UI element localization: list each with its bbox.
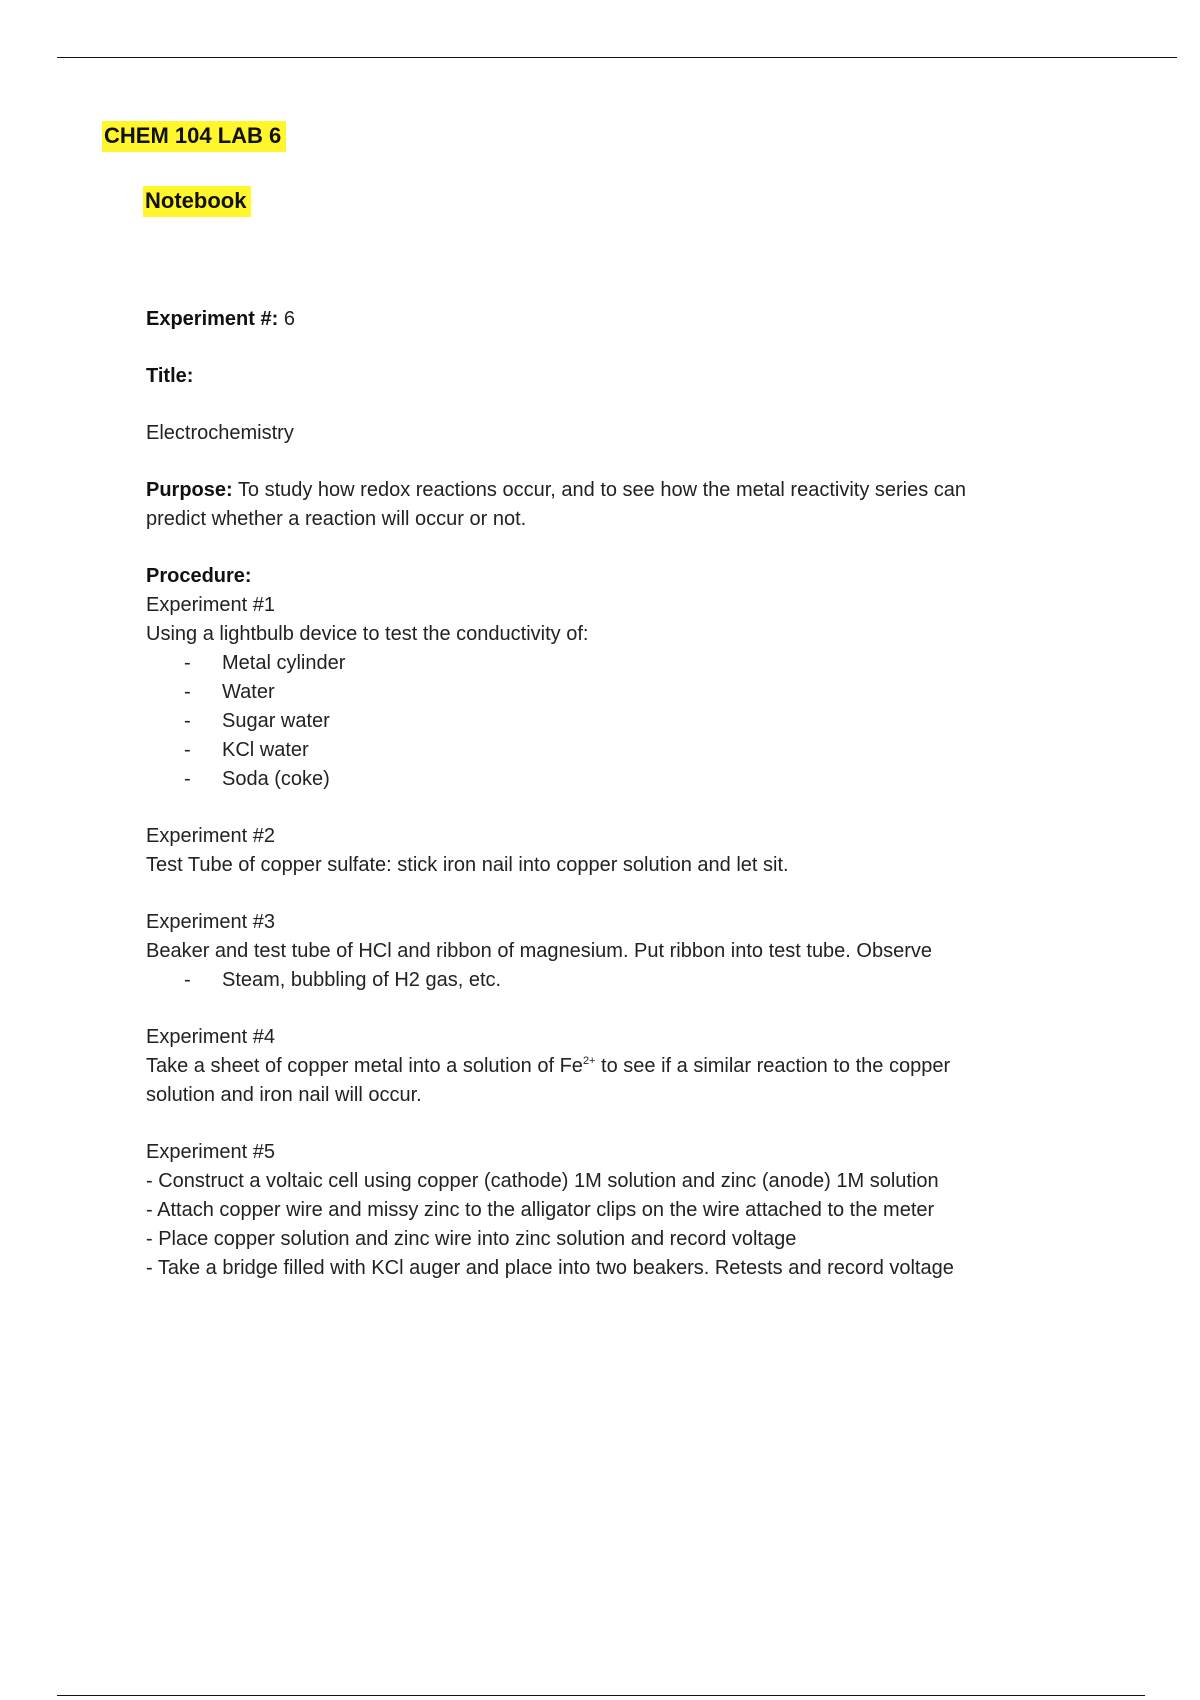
exp4-text [146,1052,1086,1081]
exp1-heading: Experiment #1 [146,594,275,616]
title-value: Electrochemistry [146,422,294,444]
exp3-list [146,966,1086,995]
purpose-label: Purpose: [146,479,233,501]
purpose-line-2: predict whether a reaction will occur or not. [146,508,527,530]
exp5-step: - Construct a voltaic cell using copper (cathode) 1M solution and zinc (anode) 1M solution [146,1170,939,1192]
course-title: CHEM 104 LAB 6 [102,121,286,152]
exp2-heading: Experiment #2 [146,825,275,847]
exp3-heading: Experiment #3 [146,911,275,933]
exp4-text-before: Take a sheet of copper metal into a solution of Fe [146,1055,583,1077]
footer-rule [57,1695,1145,1696]
experiment-number-label: Experiment #: [146,308,279,330]
list-item: - KCl water [222,736,1086,765]
exp1-intro: Using a lightbulb device to test the conductivity of: [146,623,589,645]
title-label [146,362,1086,391]
exp4-text-line-2: solution and iron nail will occur. [146,1084,422,1106]
purpose-text: To study how redox reactions occur, and to see how the metal reactivity series can [237,479,967,501]
exp5-step: - Place copper solution and zinc wire into zinc solution and record voltage [146,1228,797,1250]
list-item: - Metal cylinder [222,649,1086,678]
iron-charge-superscript: 2+ [582,1055,596,1067]
exp5-step: - Take a bridge filled with KCl auger and place into two beakers. Retests and record voltage [146,1257,954,1279]
list-item: - Sugar water [222,707,1086,736]
title-label-text: Title: [146,365,194,387]
experiment-number [146,305,1086,334]
exp3-text: Beaker and test tube of HCl and ribbon of magnesium. Put ribbon into test tube. Observe [146,940,933,962]
exp5-heading: Experiment #5 [146,1141,275,1163]
list-item: - Water [222,678,1086,707]
list-item: - Soda (coke) [222,765,1086,794]
list-item: - Steam, bubbling of H2 gas, etc. [222,966,1086,995]
exp4-heading: Experiment #4 [146,1026,275,1048]
purpose-line-1 [146,476,1086,505]
section-title: Notebook [143,186,251,217]
header-rule [57,57,1177,58]
procedure-label [146,562,1086,591]
experiment-number-value: 6 [283,308,295,330]
exp4-text-after: to see if a similar reaction to the copper [595,1055,951,1077]
exp2-text: Test Tube of copper sulfate: stick iron nail into copper solution and let sit. [146,854,789,876]
procedure-label-text: Procedure: [146,565,252,587]
exp1-list [146,649,1086,794]
notebook-body [146,305,1086,1283]
exp5-step: - Attach copper wire and missy zinc to the alligator clips on the wire attached to the meter [146,1199,935,1221]
